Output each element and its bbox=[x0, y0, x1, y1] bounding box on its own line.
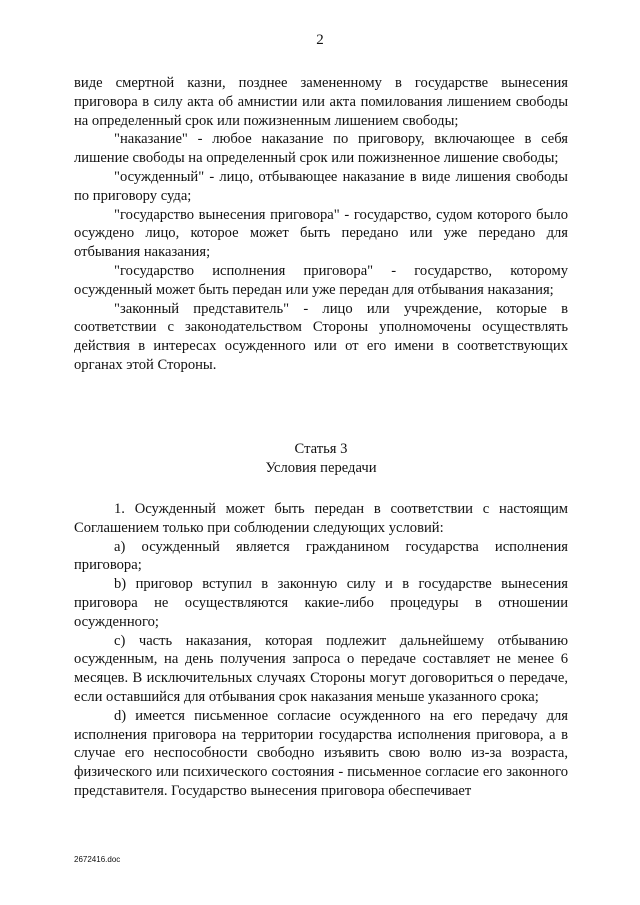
document-code: 2672416.doc bbox=[74, 855, 121, 864]
article-3-body bbox=[74, 500, 568, 801]
clause-1b: b) приговор вступил в законную силу и в государстве вынесения приговора не осуществляются какие-либо процедуры в отношении осужденного; bbox=[74, 576, 568, 630]
paragraph-continuation: виде смертной казни, позднее замененному в государстве вынесения приговора в силу акта об амнистии или акта помилования лишением свободы на определенный срок или пожизненным лишением свободы; bbox=[74, 75, 568, 129]
article-number: Статья 3 bbox=[294, 441, 348, 457]
article-title: Условия передачи bbox=[265, 459, 377, 476]
clause-1c: c) часть наказания, которая подлежит дальнейшему отбыванию осужденным, на день получения запроса о передаче составляет не менее 6 месяцев. В исключительных случаях Стороны могут договориться о передаче, если оставшийся для отбывания срок наказания меньше указанного срока; bbox=[74, 632, 568, 705]
definition-legal-representative: "законный представитель" - лицо или учреждение, которые в соответствии с законодательством Стороны уполномочены осуществлять действия в интересах осужденного или от его имени в соответствующих органах этой Стороны. bbox=[74, 300, 568, 373]
page-number: 2 bbox=[316, 32, 324, 48]
definition-punishment: "наказание" - любое наказание по приговору, включающее в себя лишение свободы на определенный срок или пожизненное лишение свободы; bbox=[74, 131, 568, 167]
clause-1: 1. Осужденный может быть передан в соответствии с настоящим Соглашением только при соблюдении следующих условий: bbox=[74, 501, 568, 536]
clause-1a: a) осужденный является гражданином государства исполнения приговора; bbox=[74, 538, 568, 574]
definition-sentencing-state: "государство вынесения приговора" - государство, судом которого было осуждено лицо, которое может быть передано или уже передано для отбывания наказания; bbox=[74, 206, 568, 261]
clause-1d: d) имеется письменное согласие осужденного на его передачу для исполнения приговора на территории государства исполнения приговора, а в случае его неспособности свободно изъявить свою волю из-за возраста, физического или психического состояния - письменное согласие его законного представителя. Государство вынесения приговора обеспечивает bbox=[74, 707, 568, 799]
definitions-section bbox=[74, 74, 568, 375]
article-heading bbox=[74, 440, 568, 478]
definition-convict: "осужденный" - лицо, отбывающее наказание в виде лишения свободы по приговору суда; bbox=[74, 168, 568, 204]
definition-administering-state: "государство исполнения приговора" - государство, которому осужденный может быть передан или уже передан для отбывания наказания; bbox=[74, 262, 568, 298]
